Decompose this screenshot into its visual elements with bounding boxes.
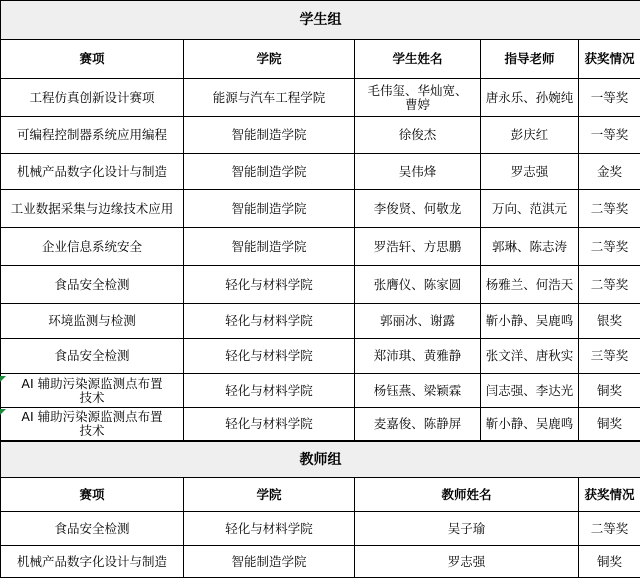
student-name-cell: 吴伟烽: [355, 154, 481, 190]
advisor-cell: 唐永乐、孙婉纯: [481, 79, 579, 117]
header-award: 获奖情况: [579, 478, 640, 512]
table-row: [1, 79, 640, 117]
event-cell: 机械产品数字化设计与制造: [1, 154, 184, 190]
event-cell: 食品安全检测: [1, 339, 184, 374]
award-cell: 铜奖: [579, 408, 640, 441]
advisor-cell: 彭庆红: [481, 117, 579, 154]
award-cell: 二等奖: [579, 266, 640, 304]
teacher-group-title-row: [1, 442, 640, 478]
student-name-cell: 郭丽冰、谢露: [355, 304, 481, 339]
event-cell: 食品安全检测: [1, 266, 184, 304]
award-cell: 二等奖: [579, 228, 640, 266]
college-cell: 智能制造学院: [184, 117, 355, 154]
event-cell: AI 辅助污染源监测点布置技术: [1, 408, 184, 441]
cell-comment-marker: [0, 409, 6, 415]
award-cell: 银奖: [579, 304, 640, 339]
college-cell: 能源与汽车工程学院: [184, 79, 355, 117]
college-cell: 智能制造学院: [184, 190, 355, 228]
award-cell: 一等奖: [579, 117, 640, 154]
event-cell: 工程仿真创新设计赛项: [1, 79, 184, 117]
teacher-award-table: [0, 441, 640, 578]
table-row: [1, 408, 640, 441]
event-cell: AI 辅助污染源监测点布置技术: [1, 374, 184, 408]
teacher-name-cell: 罗志强: [355, 546, 579, 578]
table-row: [1, 304, 640, 339]
advisor-cell: 靳小静、吴鹿鸣: [481, 408, 579, 441]
event-cell: 食品安全检测: [1, 512, 184, 546]
teacher-group-title: 教师组: [1, 442, 640, 478]
student-name-cell: 杨钰燕、梁颖霖: [355, 374, 481, 408]
college-cell: 轻化与材料学院: [184, 304, 355, 339]
header-teacher-name: 教师姓名: [355, 478, 579, 512]
teacher-name-cell: 吴子瑜: [355, 512, 579, 546]
table-row: [1, 266, 640, 304]
teacher-header-row: [1, 478, 640, 512]
advisor-cell: 罗志强: [481, 154, 579, 190]
advisor-cell: 郭琳、陈志涛: [481, 228, 579, 266]
header-college: 学院: [184, 478, 355, 512]
advisor-cell: 杨雅兰、何浩天: [481, 266, 579, 304]
table-row: [1, 546, 640, 578]
header-college: 学院: [184, 40, 355, 79]
event-cell: 企业信息系统安全: [1, 228, 184, 266]
advisor-cell: 张文洋、唐秋实: [481, 339, 579, 374]
college-cell: 轻化与材料学院: [184, 266, 355, 304]
event-cell: 机械产品数字化设计与制造: [1, 546, 184, 578]
student-name-cell: 郑沛琪、黄雅静: [355, 339, 481, 374]
student-name-cell: 罗浩轩、方思鹏: [355, 228, 481, 266]
table-row: [1, 512, 640, 546]
award-cell: 二等奖: [579, 512, 640, 546]
college-cell: 轻化与材料学院: [184, 408, 355, 441]
table-row: [1, 117, 640, 154]
table-row: [1, 154, 640, 190]
event-cell: 环境监测与检测: [1, 304, 184, 339]
award-cell: 一等奖: [579, 79, 640, 117]
header-award: 获奖情况: [579, 40, 640, 79]
student-name-cell: 李俊贤、何敬龙: [355, 190, 481, 228]
table-row: [1, 228, 640, 266]
award-cell: 铜奖: [579, 546, 640, 578]
student-group-title-row: [1, 1, 640, 40]
event-cell: 可编程控制器系统应用编程: [1, 117, 184, 154]
event-cell: 工业数据采集与边缘技术应用: [1, 190, 184, 228]
college-cell: 轻化与材料学院: [184, 512, 355, 546]
header-advisor: 指导老师: [481, 40, 579, 79]
header-student-name: 学生姓名: [355, 40, 481, 79]
student-name-cell: 毛伟玺、华灿宽、曹婷: [355, 79, 481, 117]
college-cell: 智能制造学院: [184, 154, 355, 190]
cell-comment-marker: [0, 376, 6, 382]
table-row: [1, 374, 640, 408]
advisor-cell: 靳小静、吴鹿鸣: [481, 304, 579, 339]
table-row: [1, 190, 640, 228]
college-cell: 轻化与材料学院: [184, 374, 355, 408]
award-cell: 铜奖: [579, 374, 640, 408]
advisor-cell: 万向、范淇元: [481, 190, 579, 228]
student-header-row: [1, 40, 640, 79]
table-row: [1, 339, 640, 374]
student-name-cell: 麦嘉俊、陈静屏: [355, 408, 481, 441]
college-cell: 智能制造学院: [184, 546, 355, 578]
student-name-cell: 张膺仪、陈家圆: [355, 266, 481, 304]
student-name-cell: 徐俊杰: [355, 117, 481, 154]
college-cell: 智能制造学院: [184, 228, 355, 266]
award-cell: 二等奖: [579, 190, 640, 228]
award-cell: 金奖: [579, 154, 640, 190]
college-cell: 轻化与材料学院: [184, 339, 355, 374]
header-event: 赛项: [1, 478, 184, 512]
advisor-cell: 闫志强、李达光: [481, 374, 579, 408]
student-group-title: 学生组: [1, 1, 640, 40]
header-event: 赛项: [1, 40, 184, 79]
award-cell: 三等奖: [579, 339, 640, 374]
